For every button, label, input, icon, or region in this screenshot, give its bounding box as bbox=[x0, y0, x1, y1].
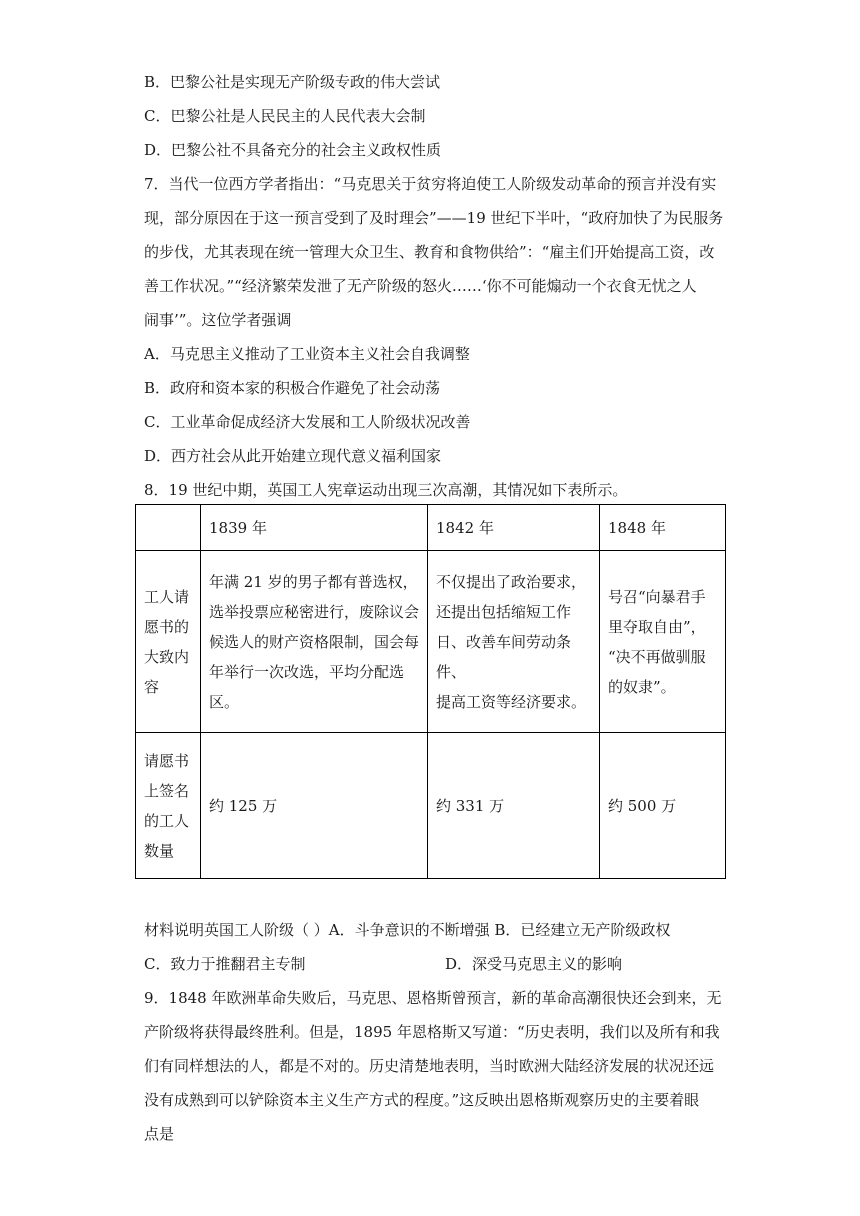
header-1839: 1839 年 bbox=[201, 505, 428, 551]
q9-stem-line-2: 产阶级将获得最终胜利。但是，1895 年恩格斯又写道：“历史表明，我们以及所有和我 bbox=[144, 1023, 720, 1041]
cell-signatures-1839: 约 125 万 bbox=[201, 733, 428, 879]
chartist-petition-table bbox=[135, 504, 726, 879]
cell-signatures-1848: 约 500 万 bbox=[600, 733, 726, 879]
q9-stem-line-1: 9．1848 年欧洲革命失败后，马克思、恩格斯曾预言，新的革命高潮很快还会到来，无 bbox=[144, 989, 722, 1007]
q9-stem-line-5: 点是 bbox=[144, 1125, 175, 1143]
table-row-petition-content bbox=[136, 551, 726, 733]
q7-stem-line-3: 的步伐，尤其表现在统一管理大众卫生、教育和食物供给”：“雇主们开始提高工资，改 bbox=[144, 243, 715, 261]
header-1842: 1842 年 bbox=[428, 505, 600, 551]
table-header-row bbox=[136, 505, 726, 551]
cell-content-1848: 号召“向暴君手 里夺取自由”， “决不再做驯服 的奴隶”。 bbox=[600, 551, 726, 733]
header-empty-cell bbox=[136, 505, 201, 551]
q8-option-d: D．深受马克思主义的影响 bbox=[445, 955, 623, 973]
q7-stem-line-1: 7．当代一位西方学者指出：“马克思关于贫穷将迫使工人阶级发动革命的预言并没有实 bbox=[144, 175, 717, 193]
q8-option-c: C．致力于推翻君主专制 bbox=[144, 955, 306, 973]
q7-option-c: C．工业革命促成经济大发展和工人阶级状况改善 bbox=[144, 413, 471, 431]
row-label-signatures: 请愿书 上签名 的工人 数量 bbox=[136, 733, 201, 879]
cell-signatures-1842: 约 331 万 bbox=[428, 733, 600, 879]
q9-stem-line-3: 们有同样想法的人，都是不对的。历史清楚地表明，当时欧洲大陆经济发展的状况还远 bbox=[144, 1057, 715, 1075]
q7-stem-line-2: 现，部分原因在于这一预言受到了及时理会”——19 世纪下半叶，“政府加快了为民服务 bbox=[144, 209, 724, 227]
q6-option-b: B．巴黎公社是实现无产阶级专政的伟大尝试 bbox=[144, 73, 441, 91]
cell-content-1839: 年满 21 岁的男子都有普选权， 选举投票应秘密进行，废除议会 候选人的财产资格限制，国会每 年举行一次改选，平均分配选 区。 bbox=[201, 551, 428, 733]
q7-option-b: B．政府和资本家的积极合作避免了社会动荡 bbox=[144, 379, 441, 397]
q9-stem-line-4: 没有成熟到可以铲除资本主义生产方式的程度。”这反映出恩格斯观察历史的主要着眼 bbox=[144, 1091, 700, 1109]
q7-option-a: A．马克思主义推动了工业资本主义社会自我调整 bbox=[144, 345, 470, 363]
q8-conclusion-and-options-ab: 材料说明英国工人阶级（ ）A．斗争意识的不断增强 B．已经建立无产阶级政权 bbox=[144, 921, 671, 939]
q7-option-d: D．西方社会从此开始建立现代意义福利国家 bbox=[144, 447, 442, 465]
q7-stem-line-5: 闹事’”。这位学者强调 bbox=[144, 311, 292, 329]
q6-option-c: C．巴黎公社是人民民主的人民代表大会制 bbox=[144, 107, 426, 125]
q7-stem-line-4: 善工作状况。”“经济繁荣发泄了无产阶级的怒火……‘你不可能煽动一个衣食无忧之人 bbox=[144, 277, 697, 295]
row-label-petition-content: 工人请 愿书的 大致内 容 bbox=[136, 551, 201, 733]
q8-stem: 8．19 世纪中期，英国工人宪章运动出现三次高潮，其情况如下表所示。 bbox=[144, 481, 628, 499]
header-1848: 1848 年 bbox=[600, 505, 726, 551]
cell-content-1842: 不仅提出了政治要求， 还提出包括缩短工作 日、改善车间劳动条件、 提高工资等经济要求。 bbox=[428, 551, 600, 733]
q6-option-d: D．巴黎公社不具备充分的社会主义政权性质 bbox=[144, 141, 442, 159]
table-row-signatures bbox=[136, 733, 726, 879]
